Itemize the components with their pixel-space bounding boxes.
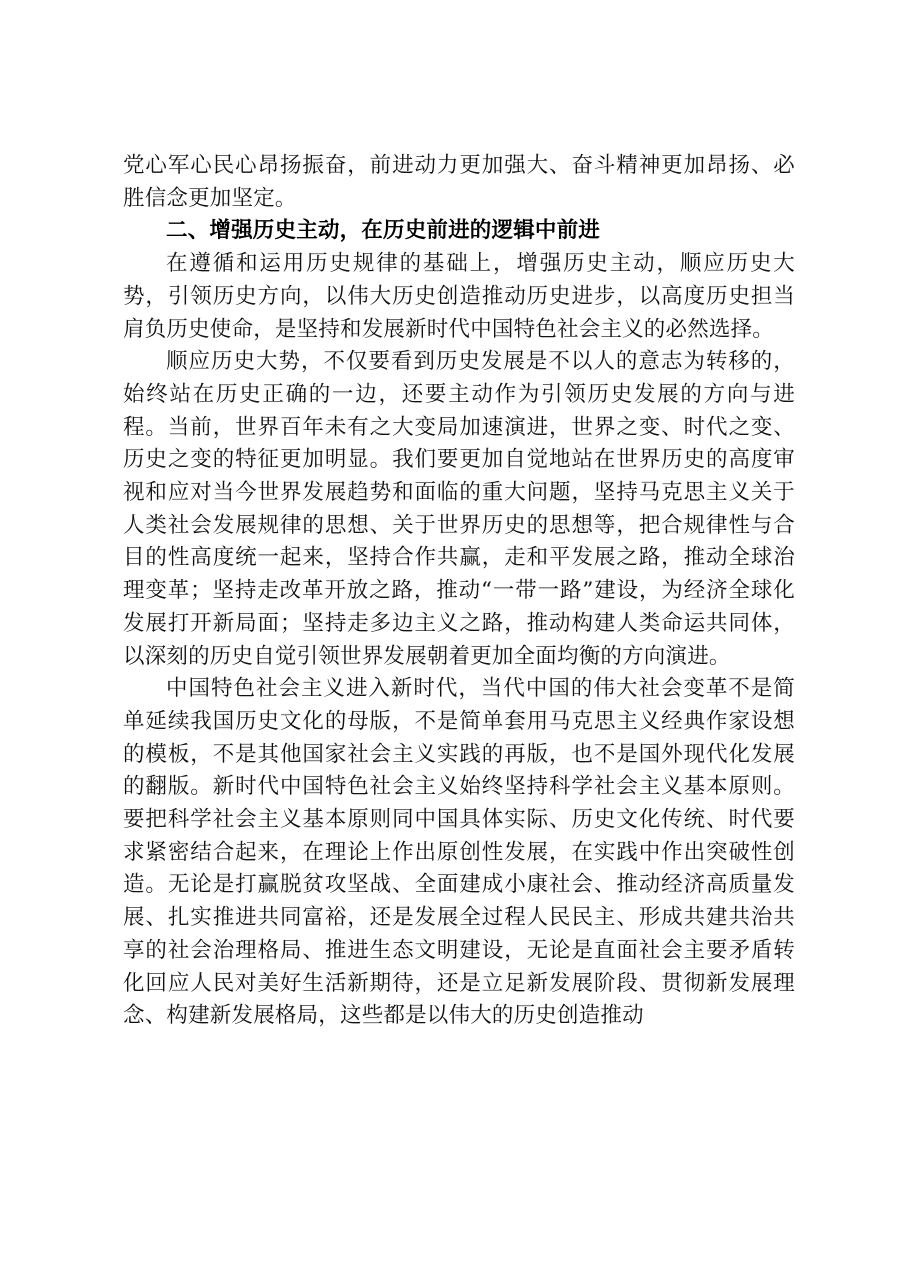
continuation-paragraph: 党心军心民心昂扬振奋，前进动力更加强大、奋斗精神更加昂扬、必胜信念更加坚定。 — [123, 153, 795, 211]
document-body — [123, 150, 795, 1033]
body-paragraph-2: 顺应历史大势，不仅要看到历史发展是不以人的意志为转移的，始终站在历史正确的一边，还要主动作为引领历史发展的方向与进程。当前，世界百年未有之大变局加速演进，世界之变、时代之变、历史之变的特征更加明显。我们要更加自觉地站在世界历史的高度审视和应对当今世界发展趋势和面临的重大问题，坚持马克思主义关于人类社会发展规律的思想、关于世界历史的思想等，把合规律性与合目的性高度统一起来，坚持合作共赢，走和平发展之路，推动全球治理变革；坚持走改革开放之路，推动“一带一路”建设，为经济全球化发展打开新局面；坚持走多边主义之路，推动构建人类命运共同体，以深刻的历史自觉引领世界发展朝着更加全面均衡的方向演进。 — [123, 349, 795, 669]
body-paragraph-1: 在遵循和运用历史规律的基础上，增强历史主动，顺应历史大势，引领历史方向，以伟大历史创造推动历史进步，以高度历史担当肩负历史使命，是坚持和发展新时代中国特色社会主义的必然选择。 — [123, 251, 795, 342]
section-heading: 二、增强历史主动，在历史前进的逻辑中前进 — [166, 218, 601, 244]
body-paragraph-3: 中国特色社会主义进入新时代，当代中国的伟大社会变革不是简单延续我国历史文化的母版，不是简单套用马克思主义经典作家设想的模板，不是其他国家社会主义实践的再版，也不是国外现代化发展的翻版。新时代中国特色社会主义始终坚持科学社会主义基本原则。要把科学社会主义基本原则同中国具体实际、历史文化传统、时代要求紧密结合起来，在理论上作出原创性发展，在实践中作出突破性创造。无论是打赢脱贫攻坚战、全面建成小康社会、推动经济高质量发展、扎实推进共同富裕，还是发展全过程人民民主、形成共建共治共享的社会治理格局、推进生态文明建设，无论是直面社会主要矛盾转化回应人民对美好生活新期待，还是立足新发展阶段、贯彻新发展理念、构建新发展格局，这些都是以伟大的历史创造推动 — [123, 676, 795, 1029]
